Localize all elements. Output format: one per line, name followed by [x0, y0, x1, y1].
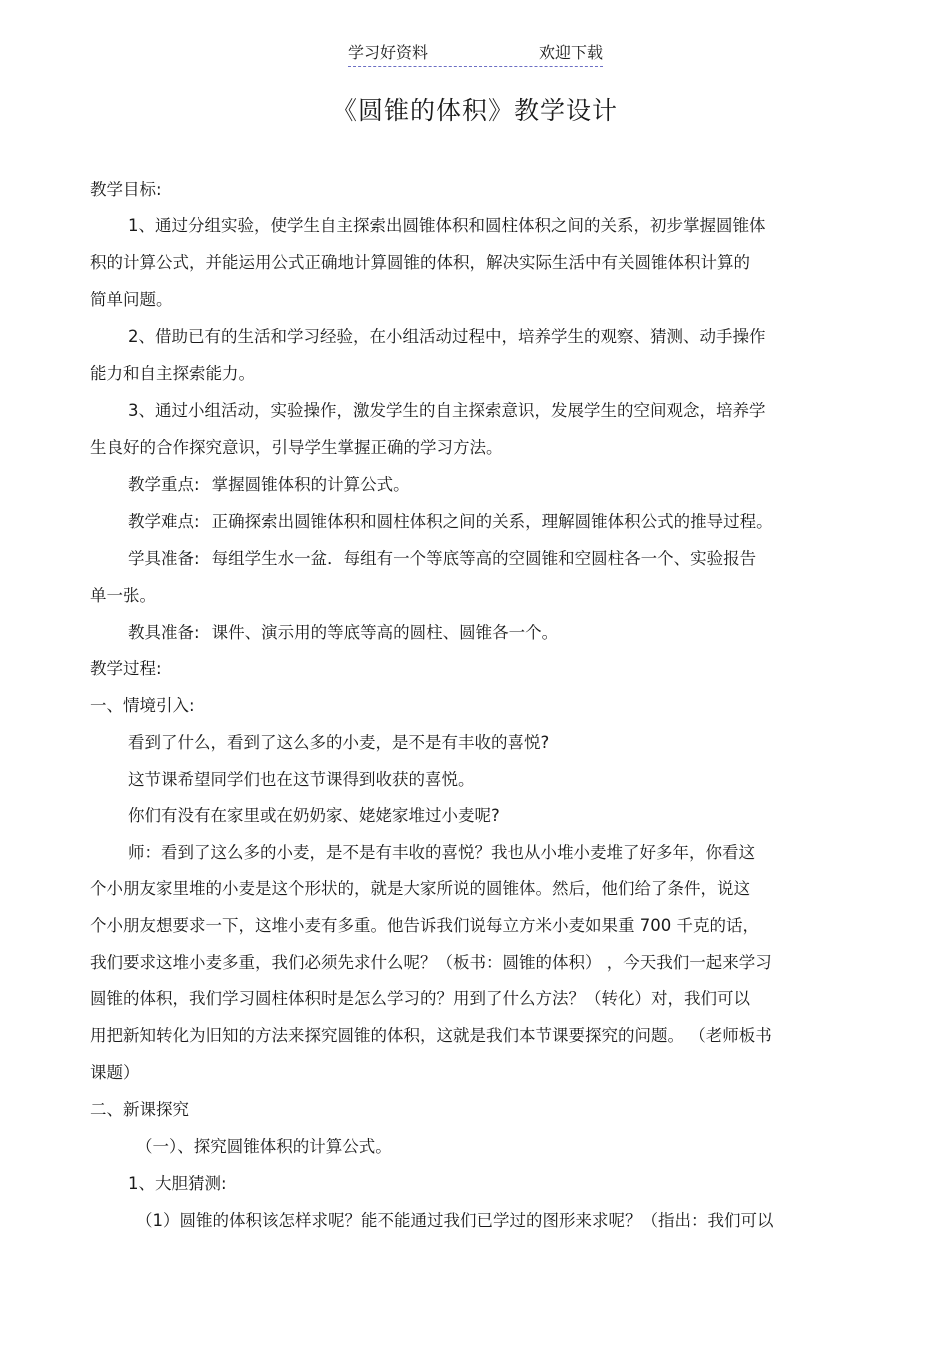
paragraph-line: 能力和自主探索能力。 — [90, 364, 255, 383]
teacher-materials-text: 课件、演示用的等底等高的圆柱、圆锥各一个。 — [211, 623, 559, 642]
paragraph-line: 课题） — [90, 1063, 140, 1082]
paragraph-line: （1）圆锥的体积该怎样求呢？能不能通过我们已学过的图形来求呢？（指出：我们可以 — [136, 1211, 774, 1230]
section-heading-intro: 一、情境引入: — [90, 696, 195, 715]
key-point-text: 掌握圆锥体积的计算公式。 — [211, 475, 410, 494]
paragraph-line: 个小朋友想要求一下，这堆小麦有多重。他告诉我们说每立方米小麦如果重 700 千克的话， — [90, 916, 759, 935]
key-point-label: 教学重点: — [128, 475, 200, 494]
section-heading-new-lesson: 二、新课探究 — [90, 1100, 189, 1119]
paragraph-line: 这节课希望同学们也在这节课得到收获的喜悦。 — [128, 770, 475, 789]
paragraph-line: 生良好的合作探究意识，引导学生掌握正确的学习方法。 — [90, 438, 503, 457]
subsection-step: 1、大胆猜测: — [128, 1174, 227, 1193]
paragraph-line: 个小朋友家里堆的小麦是这个形状的，就是大家所说的圆锥体。然后，他们给了条件，说这 — [90, 879, 750, 898]
student-materials-label: 学具准备: — [128, 549, 200, 568]
student-materials-text: 每组学生水一盆．每组有一个等底等高的空圆锥和空圆柱各一个、实验报告 — [211, 549, 757, 568]
paragraph-line: 你们有没有在家里或在奶奶家、姥姥家堆过小麦呢? — [128, 806, 500, 825]
heading-objectives: 教学目标: — [90, 180, 162, 199]
paragraph-line: 我们要求这堆小麦多重，我们必须先求什么呢？（板书：圆锥的体积） ，今天我们一起来学习 — [90, 953, 772, 972]
paragraph-line: 用把新知转化为旧知的方法来探究圆锥的体积，这就是我们本节课要探究的问题。 （老师板书 — [90, 1026, 772, 1045]
paragraph-line: 3、通过小组活动，实验操作，激发学生的自主探索意识，发展学生的空间观念，培养学 — [128, 401, 766, 420]
teacher-materials-label: 教具准备: — [128, 623, 200, 642]
paragraph-line: 1、通过分组实验，使学生自主探索出圆锥体积和圆柱体积之间的关系，初步掌握圆锥体 — [128, 216, 766, 235]
header-right-text: 欢迎下载 — [538, 43, 603, 62]
difficulty-line — [128, 510, 773, 534]
document-title: 《圆锥的体积》教学设计 — [331, 96, 618, 125]
paragraph-line: 简单问题。 — [90, 290, 173, 309]
paragraph-line: 师：看到了这么多的小麦，是不是有丰收的喜悦？我也从小堆小麦堆了好多年，你看这 — [128, 843, 755, 862]
key-point-line — [128, 473, 410, 497]
page-header — [348, 42, 603, 67]
paragraph-line: 单一张。 — [90, 586, 156, 605]
heading-process: 教学过程: — [90, 659, 162, 678]
paragraph-line: 2、借助已有的生活和学习经验，在小组活动过程中，培养学生的观察、猜测、动手操作 — [128, 327, 766, 346]
subsection-heading: （一）、探究圆锥体积的计算公式。 — [136, 1137, 392, 1156]
paragraph-line: 看到了什么，看到了这么多的小麦，是不是有丰收的喜悦? — [128, 733, 550, 752]
difficulty-text: 正确探索出圆锥体积和圆柱体积之间的关系，理解圆锥体积公式的推导过程。 — [211, 512, 773, 531]
teacher-materials-line — [128, 621, 558, 645]
paragraph-line: 积的计算公式，并能运用公式正确地计算圆锥的体积，解决实际生活中有关圆锥体积计算的 — [90, 253, 750, 272]
difficulty-label: 教学难点: — [128, 512, 200, 531]
paragraph-line: 圆锥的体积，我们学习圆柱体积时是怎么学习的？用到了什么方法？（转化）对，我们可以 — [90, 989, 750, 1008]
header-left-text: 学习好资料 — [348, 43, 429, 62]
student-materials-line — [128, 547, 756, 571]
